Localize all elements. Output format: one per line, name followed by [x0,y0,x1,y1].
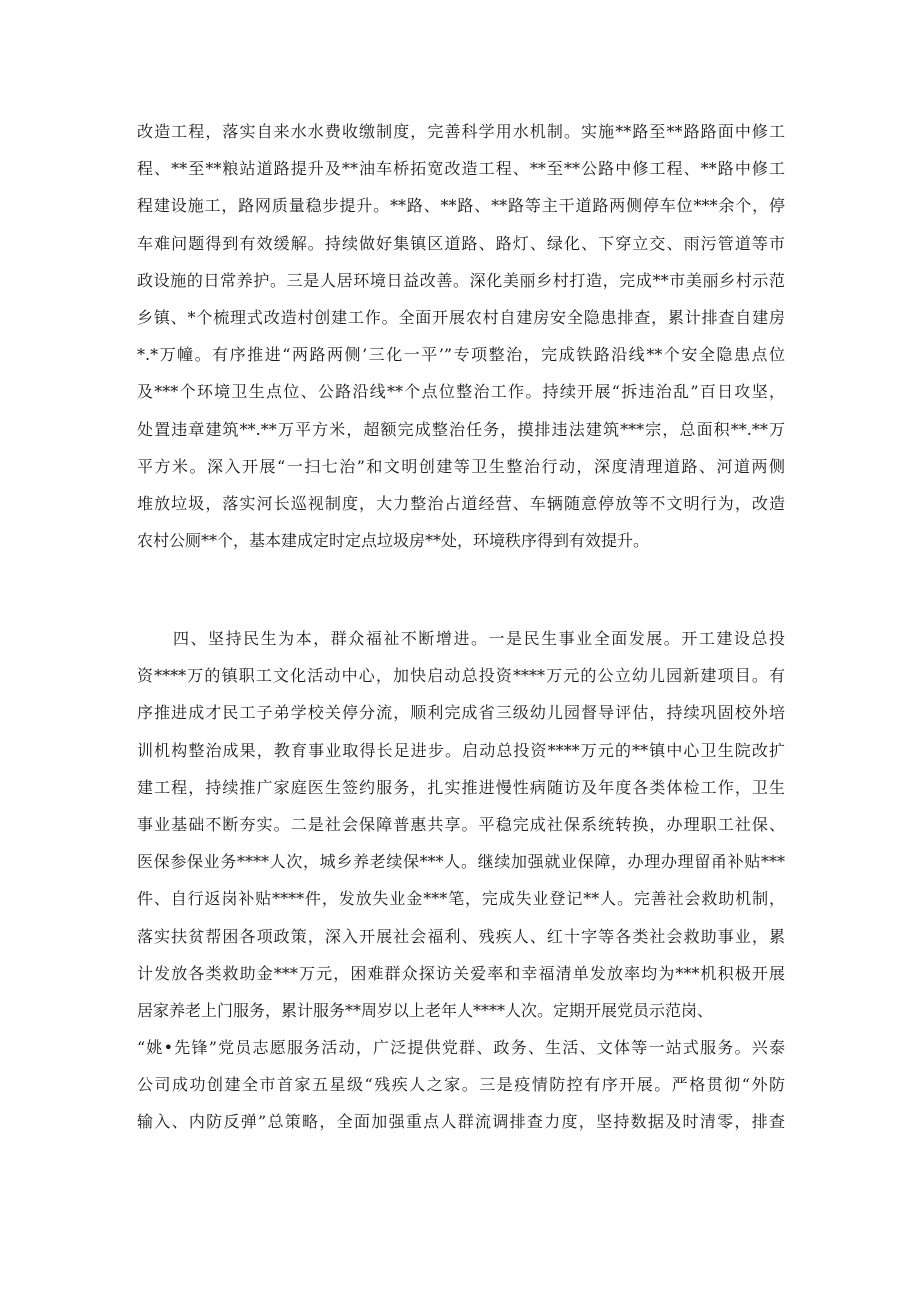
text-line: 医保参保业务****人次，城乡养老续保***人。继续加强就业保障，办理办理留甬补贴*** [137,852,785,872]
text-line: 及***个环境卫生点位、公路沿线**个点位整治工作。持续开展“拆违治乱”百日攻坚， [137,382,785,402]
text-line: 训机构整治成果，教育事业取得长足进步。启动总投资****万元的**镇中心卫生院改扩 [137,740,785,760]
text-line: 落实扶贫帮困各项政策，深入开展社会福利、残疾人、红十字等各类社会救助事业，累 [137,926,785,946]
text-line: 输入、内防反弹”总策略，全面加强重点人群流调排查力度，坚持数据及时清零，排查 [137,1112,785,1132]
paragraph-livelihood [137,620,785,1141]
text-line: 公司成功创建全市首家五星级“残疾人之家。三是疫情防控有序开展。严格贯彻“外防 [137,1075,785,1095]
section-heading-line: 四、坚持民生为本，群众福祉不断增进。一是民生事业全面发展。开工建设总投 [173,629,785,648]
paragraph-environment [137,113,785,559]
text-line: 农村公厕**个，基本建成定时定点垃圾房**处，环境秩序得到有效提升。 [137,531,650,551]
text-line: 资****万的镇职工文化活动中心，加快启动总投资****万元的公立幼儿园新建项目。有 [137,666,785,686]
text-line: 建工程，持续推广家庭医生签约服务，扎实推进慢性病随访及年度各类体检工作，卫生 [137,777,785,797]
text-line: 计发放各类救助金***万元，困难群众探访关爱率和幸福清单发放率均为***机积极开展 [137,963,785,983]
text-line: 政设施的日常养护。三是人居环境日益改善。深化美丽乡村打造，完成**市美丽乡村示范 [137,270,785,290]
text-line: 序推进成才民工子弟学校关停分流，顺利完成省三级幼儿园督导评估，持续巩固校外培 [137,703,785,723]
text-line: 居家养老上门服务，累计服务**周岁以上老年人****人次。定期开展党员示范岗、 [137,1000,714,1020]
text-line: *.*万幢。有序推进“两路两侧’三化一平’”专项整治，完成铁路沿线**个安全隐患点位 [137,345,785,365]
text-line: 平方米。深入开展“一扫七治”和文明创建等卫生整治行动，深度清理道路、河道两侧 [137,456,785,476]
text-line: 改造工程，落实自来水水费收缴制度，完善科学用水机制。实施**路至**路路面中修工 [137,122,785,141]
text-line: 处置违章建筑**.**万平方米，超额完成整治任务，摸排违法建筑***宗，总面积**.**万 [137,419,785,439]
text-line: 车难问题得到有效缓解。持续做好集镇区道路、路灯、绿化、下穿立交、雨污管道等市 [137,233,785,253]
text-line: 程建设施工，路网质量稳步提升。**路、**路、**路等主干道路两侧停车位***余个，停 [137,196,785,216]
text-line: 事业基础不断夯实。二是社会保障普惠共享。平稳完成社保系统转换，办理职工社保、 [137,814,785,834]
text-line: 乡镇、*个梳理式改造村创建工作。全面开展农村自建房安全隐患排查，累计排查自建房 [137,307,785,327]
text-line: “姚•先锋”党员志愿服务活动，广泛提供党群、政务、生活、文体等一站式服务。兴泰 [137,1038,785,1058]
text-line: 程、**至**粮站道路提升及**油车桥拓宽改造工程、**至**公路中修工程、**路中修工 [137,159,785,179]
text-line: 件、自行返岗补贴****件，发放失业金***笔，完成失业登记**人。完善社会救助机制， [137,889,785,909]
text-line: 堆放垃圾，落实河长巡视制度，大力整治占道经营、车辆随意停放等不文明行为，改造 [137,493,785,513]
